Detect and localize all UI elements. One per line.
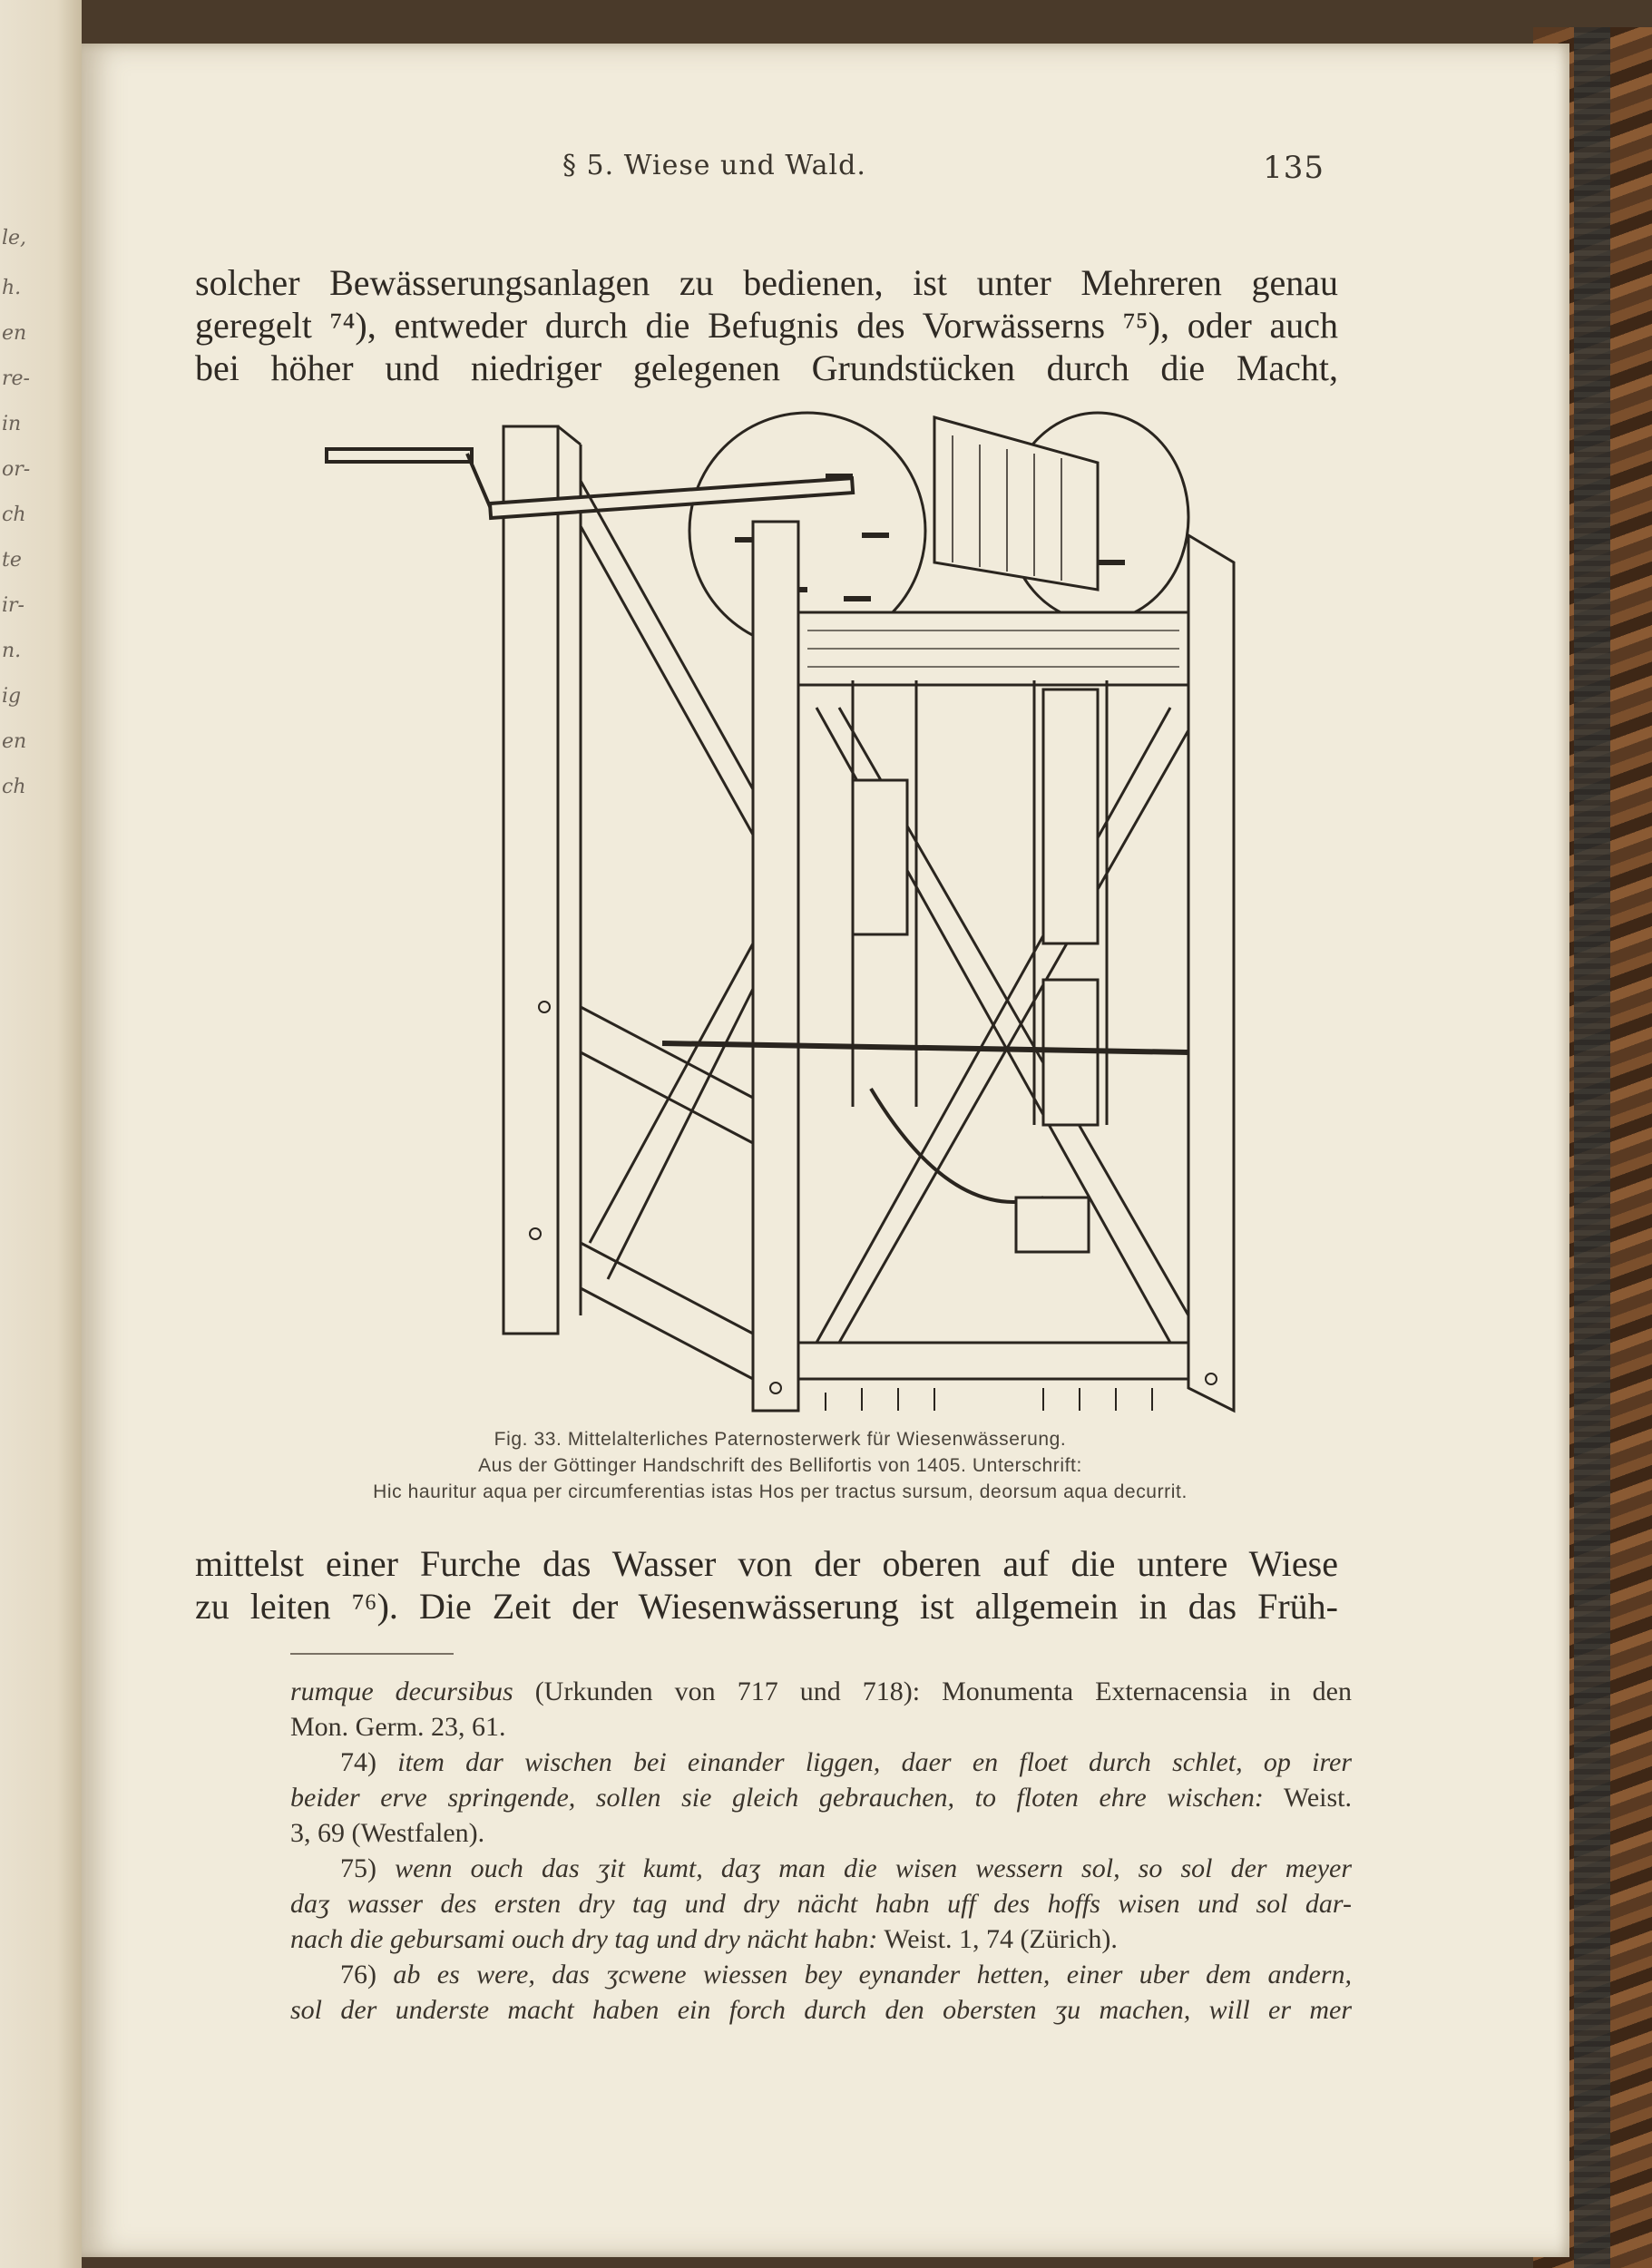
base-hatching [530, 1002, 1217, 1411]
left-fragment: ig [2, 685, 22, 708]
front-frame [753, 522, 1188, 1411]
text-line: zu leiten ⁷⁶). Die Zeit der Wiesenwässerung ist allgemein in das Früh- [195, 1586, 1338, 1627]
page-number: 135 [1263, 150, 1325, 186]
left-fragment: te [2, 549, 22, 572]
footnote-roman: Weist. 1, 74 (Zürich). [877, 1924, 1118, 1954]
footnote-italic: sol der underste macht haben ein forch durch den obersten ʒu machen, will er mer [290, 1995, 1352, 2025]
footnote-line [290, 1992, 1352, 2028]
left-front-post [503, 426, 581, 1334]
previous-page-edge [0, 0, 82, 2268]
footnote-italic: rumque decursibus [290, 1677, 513, 1706]
text-line: bei höher und niedriger gelegenen Grundstücken durch die Macht, [195, 347, 1338, 388]
footnote-italic: beider erve springende, sollen sie gleich gebrauchen, to floten ehre wischen: [290, 1783, 1264, 1813]
left-fragment: re- [2, 367, 30, 390]
caption-line: Hic hauritur aqua per circumferentias istas Hos per tractus sursum, deorsum aqua decurrit. [373, 1481, 1188, 1502]
left-fragment: h. [2, 277, 22, 299]
footnote-italic: nach die gebursami ouch dry tag und dry nächt habn: [290, 1924, 878, 1954]
caption-line: Aus der Göttinger Handschrift des Bellifortis von 1405. Unterschrift: [478, 1455, 1082, 1476]
footnote-italic: item dar wischen bei einander liggen, daer en floet durch schlet, op irer [376, 1747, 1352, 1777]
text-line: solcher Bewässerungsanlagen zu bedienen, ist unter Mehreren genau [195, 262, 1338, 303]
footnote-number: 75) [340, 1853, 376, 1883]
left-fragment: ch [2, 503, 26, 526]
footnote-line: 3, 69 (Westfalen). [290, 1818, 485, 1848]
left-fragment: ch [2, 776, 26, 798]
left-fragment: or- [2, 458, 31, 481]
footnote-line: Mon. Germ. 23, 61. [290, 1712, 506, 1742]
footnote-line [290, 1886, 1352, 1921]
section-title: § 5. Wiese und Wald. [562, 150, 866, 181]
body-text-top [195, 261, 1338, 389]
text-line: mittelst einer Furche das Wasser von der oberen auf die untere Wiese [195, 1543, 1338, 1584]
footnote-roman: Weist. [1263, 1783, 1352, 1813]
footnote-rule [290, 1653, 454, 1655]
footnote-roman: (Urkunden von 717 und 718): Monumenta Externacensia in den [513, 1677, 1352, 1706]
text-line: geregelt ⁷⁴), entweder durch die Befugnis des Vorwässerns ⁷⁵), oder auch [195, 305, 1338, 346]
paternoster-machine-illustration [227, 381, 1352, 1424]
footnote-italic: ab es were, das ʒcwene wiessen bey eynander hetten, einer uber dem andern, [376, 1960, 1352, 1989]
footnote-italic: daʒ wasser des ersten dry tag und dry nächt habn uff des hoffs wisen und sol dar- [290, 1889, 1352, 1919]
footnote-italic: wenn ouch das ʒit kumt, daʒ man die wisen wessern sol, so sol der meyer [376, 1853, 1352, 1883]
left-fragment: en [2, 730, 27, 753]
right-back-post [1188, 535, 1234, 1411]
caption-line: Fig. 33. Mittelalterliches Paternosterwerk für Wiesenwässerung. [494, 1429, 1067, 1450]
footnote-75 [290, 1851, 1352, 1886]
running-head [562, 150, 1379, 186]
left-fragment: en [2, 322, 27, 345]
left-fragment: le, [2, 227, 27, 249]
footnote-line [290, 1780, 1352, 1815]
footnote-line [290, 1674, 1352, 1709]
footnote-76 [290, 1957, 1352, 1992]
left-fragment: n. [2, 640, 22, 662]
body-text-bottom [195, 1542, 1338, 1628]
footnote-number: 76) [340, 1960, 376, 1989]
book-spine-edge [1574, 27, 1610, 2268]
left-fragment: ir- [2, 594, 24, 617]
footnotes [290, 1674, 1352, 2028]
footnote-74 [290, 1745, 1352, 1780]
left-fragment: in [2, 413, 22, 435]
footnote-line [290, 1921, 1352, 1957]
footnote-number: 74) [340, 1747, 376, 1777]
figure-caption [218, 1426, 1343, 1505]
